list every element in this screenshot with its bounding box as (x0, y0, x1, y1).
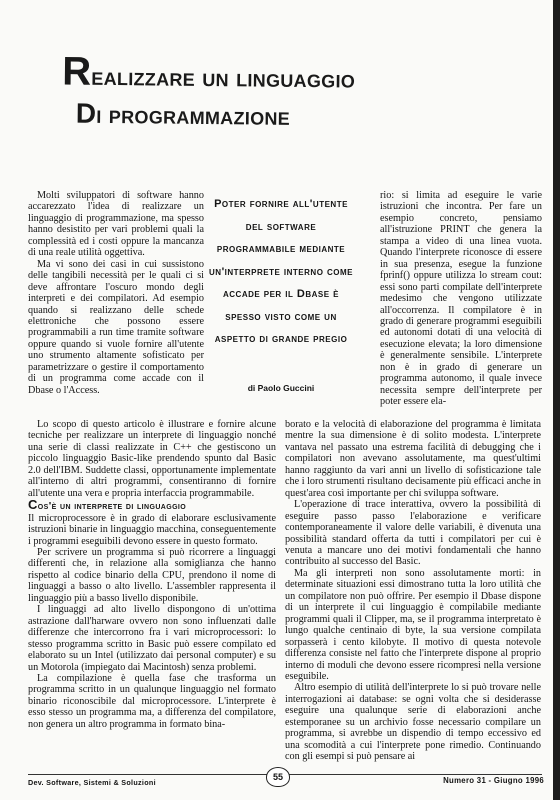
paragraph: Lo scopo di questo articolo è illustrare e fornire alcune tecniche per realizzare un interprete di linguaggio nonché una serie di classi realizzate in C++ che gestiscono un piccolo linguaggio Basic-like prendendo spunto dal Basic 2.0 dell'IBM. Suddette classi, opportunamente implementate all'interno di altri programmi, consentiranno di fornire all'utente una vera e propria interfaccia programmabile. (28, 419, 276, 499)
footer-magazine-name: Dev. Software, Sistemi & Soluzioni (28, 778, 156, 787)
paragraph: Il microprocessore è in grado di elaborare esclusivamente istruzioni binarie in linguaggio macchina, conseguentemente i programmi eseguibili devono essere in questo formato. (28, 512, 276, 547)
pull-quote-line: aspetto di grande pregio (214, 333, 348, 345)
column-right-bottom (285, 419, 541, 763)
paragraph: I linguaggi ad alto livello dispongono di un'ottima astrazione dall'harware ovvero non sono influenzati dalle differenze che intercorrono fra i vari microprocessori: lo stesso programma scritto in Basic può essere compilato ed elaborato su un Intel (utilizzato dai personal computer) e su un Motorola (impiegato dai Macintosh) senza problemi. (28, 604, 276, 673)
title-line-2: di programmazione (75, 87, 291, 132)
author-byline: di Paolo Guccini (247, 383, 315, 393)
pull-quote-line: un'interprete interno come (209, 265, 353, 278)
column-left-top (28, 190, 204, 396)
column-left-bottom (28, 419, 276, 730)
pull-quote-line: Poter fornire all'utente (214, 198, 348, 210)
paragraph: La compilazione è quella fase che trasforma un programma scritto in un qualunque linguaggio nel formato binario riconoscibile dal microprocessore. L'interprete è esso stesso un programma ma, a differenza del compilatore, non genera un altro programma in formato bina- (28, 672, 276, 730)
paragraph: Altro esempio di utilità dell'interprete lo si può trovare nelle interrogazioni ai database: se ogni volta che si desiderasse eseguire una qualunque serie di elaborazioni anche estemporanee su un archivio fosse necessario compilare un programma, si avrebbe un dispendio di tempo eccessivo ed una scomodità a cui l'interprete pone rimedio. Continuando con gli esempi si può pensare ai (285, 682, 541, 763)
section-heading: Cos'è un interprete di linguaggio (28, 497, 187, 513)
paragraph: Ma gli interpreti non sono assolutamente morti: in determinate situazioni essi dimostrano tutta la loro utilità che un compilatore non può offrire. Per esempio il Dbase dispone di un interprete il cui linguaggio è compilabile mediante programmi quali il Clipper, ma, se il programma interpretato è lungo qualche centinaio di byte, la sua versione compilata sorpasserà i cento kilobyte. Il motivo di questa notevole differenza consiste nel fatto che l'interprete dispone al proprio interno di moduli che devono essere ricompresi nella versione eseguibile. (285, 567, 541, 682)
paragraph: Per scrivere un programma si può ricorrere a linguaggi differenti che, in relazione alla somiglianza che hanno rispetto al codice binario della CPU, prendono il nome di linguaggi a basso o alto livello. L'assembler rappresenta il linguaggio più a basso livello disponibile. (28, 546, 276, 604)
title-line-1: Realizzare un linguaggio (62, 49, 356, 94)
paragraph: borato e la velocità di elaborazione del programma è limitata mentre la sua dimensione è di solito modesta. L'interprete vantava nel passato una estrema facilità di debugging che i compilatori non avevano assolutamente, ma quest'ultimi hanno raggiunto da vari anni un livello di sofisticazione tale che i loro strumenti risultano decisamente più efficaci anche in quest'area così importante per chi sviluppa software. (285, 419, 541, 499)
footer-issue: Numero 31 - Giugno 1996 (443, 776, 544, 785)
paragraph: Ma vi sono dei casi in cui sussistono delle tangibili necessità per le quali ci si deve affrontare l'oscuro mondo degli interpreti e dei compilatori. Ad esempio quando si realizzano delle schede elettroniche che possono essere programmabili a run time tramite software oppure quando si vuole fornire all'utente uno strumento altamente sofisticato per parametrizzare o gestire il comportamento di un programma come accade con il Dbase o l'Access. (28, 258, 204, 396)
scan-edge (553, 0, 560, 800)
pull-quote-line: programmabile mediante (216, 243, 346, 255)
paragraph: L'operazione di trace interattiva, ovvero la possibilità di eseguire passo passo l'elaborazione e verificare contemporaneamente il valore delle variabili, è divenuta una possibilità standard offerta da tutti i compilatori per cui è venuta a mancare uno dei motivi fondamentali che hanno contribuito al successo del Basic. (285, 499, 541, 568)
pull-quote (196, 193, 366, 351)
pull-quote-line: spesso visto come un (225, 310, 337, 323)
column-right-top (380, 190, 542, 408)
paragraph: Molti sviluppatori di software hanno accarezzato l'idea di realizzare un linguaggio di programmazione, ma spesso hanno desistito per vari problemi quali la complessità ed i costi oppure la mancanza di una reale utilità oggettiva. (28, 190, 204, 259)
pull-quote-line: accade per il Dbase è (222, 288, 339, 300)
page-number: 55 (266, 767, 290, 787)
article-title (62, 49, 543, 136)
paragraph: rio: si limita ad eseguire le varie istruzioni che incontra. Per fare un esempio concreto, pensiamo all'istruzione PRINT che genera la stampa a video di una linea vuota. Quando l'interprete riconosce di essere in sua presenza, esegue la funzione fprinf() oppure utilizza lo stream cout: essi sono parti compilate dell'interprete medesimo che vengono utilizzate all'occorrenza. Il compilatore è in grado di generare programmi eseguibili ed autonomi dotati di una velocità di esecuzione elevata; la loro dimensione è generalmente sensibile. L'interprete non è in grado di generare un programma autonomo, il quale invece necessita sempre dell'interprete per poter essere ela- (380, 190, 542, 408)
pull-quote-line: del software (245, 220, 317, 233)
